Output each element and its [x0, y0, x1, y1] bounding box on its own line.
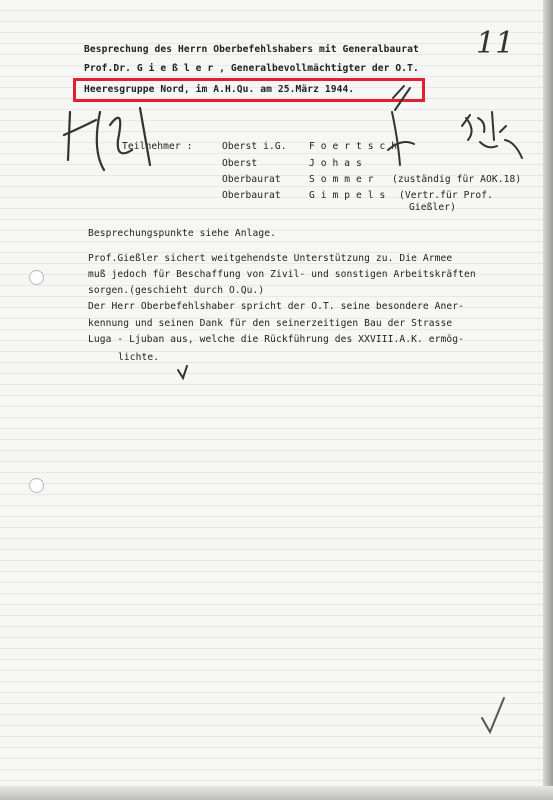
participant-name: F o e r t s c h — [309, 141, 398, 152]
paragraph-1-line: sorgen.(geschieht durch O.Qu.) — [88, 285, 265, 296]
handwritten-initials-left — [64, 108, 150, 170]
participant-rank: Oberbaurat — [222, 174, 281, 185]
participant-name: S o m m e r — [309, 174, 374, 185]
paragraph-2-line: kennung und seinen Dank für den seinerzeitigen Bau der Strasse — [88, 318, 453, 329]
paragraph-1-line: muß jedoch für Beschaffung von Zivil- und sonstigen Arbeitskräften — [88, 269, 476, 280]
participant-name: J o h a s — [309, 158, 362, 169]
handwritten-checkmark — [482, 698, 504, 732]
header-line-3: Heeresgruppe Nord, im A.H.Qu. am 25.März 1944. — [84, 84, 355, 95]
paragraph-2-line: Luga - Ljuban aus, welche die Rückführung des XXVIII.A.K. ermög- — [88, 334, 465, 345]
agenda-line: Besprechungspunkte siehe Anlage. — [88, 228, 277, 239]
participant-note: (zuständig für AOK.18) — [392, 174, 522, 185]
participant-note-continued: Gießler) — [409, 202, 457, 213]
paragraph-2-line: Der Herr Oberbefehlshaber spricht der O.T. seine besondere Aner- — [88, 301, 465, 312]
participant-rank: Oberst i.G. — [222, 141, 287, 152]
handwritten-paraph — [388, 112, 414, 165]
participant-note: (Vertr.für Prof. — [399, 190, 494, 201]
handwritten-stroke — [393, 86, 410, 110]
participant-rank: Oberbaurat — [222, 190, 281, 201]
header-line-1: Besprechung des Herrn Oberbefehlshabers mit Generalbaurat — [84, 44, 419, 55]
handwritten-mark-small — [178, 366, 187, 378]
paragraph-2-line: lichte. — [118, 352, 160, 363]
header-line-2: Prof.Dr. G i e ß l e r , Generalbevollmächtigter der O.T. — [84, 63, 419, 74]
handwritten-initials-right — [462, 112, 522, 158]
paragraph-1-line: Prof.Gießler sichert weitgehendste Unterstützung zu. Die Armee — [88, 253, 453, 264]
participant-rank: Oberst — [222, 158, 258, 169]
participant-name: G i m p e l s — [309, 190, 386, 201]
handwritten-page-number: 11 — [476, 26, 515, 61]
participants-label: Teilnehmer : — [122, 141, 193, 152]
